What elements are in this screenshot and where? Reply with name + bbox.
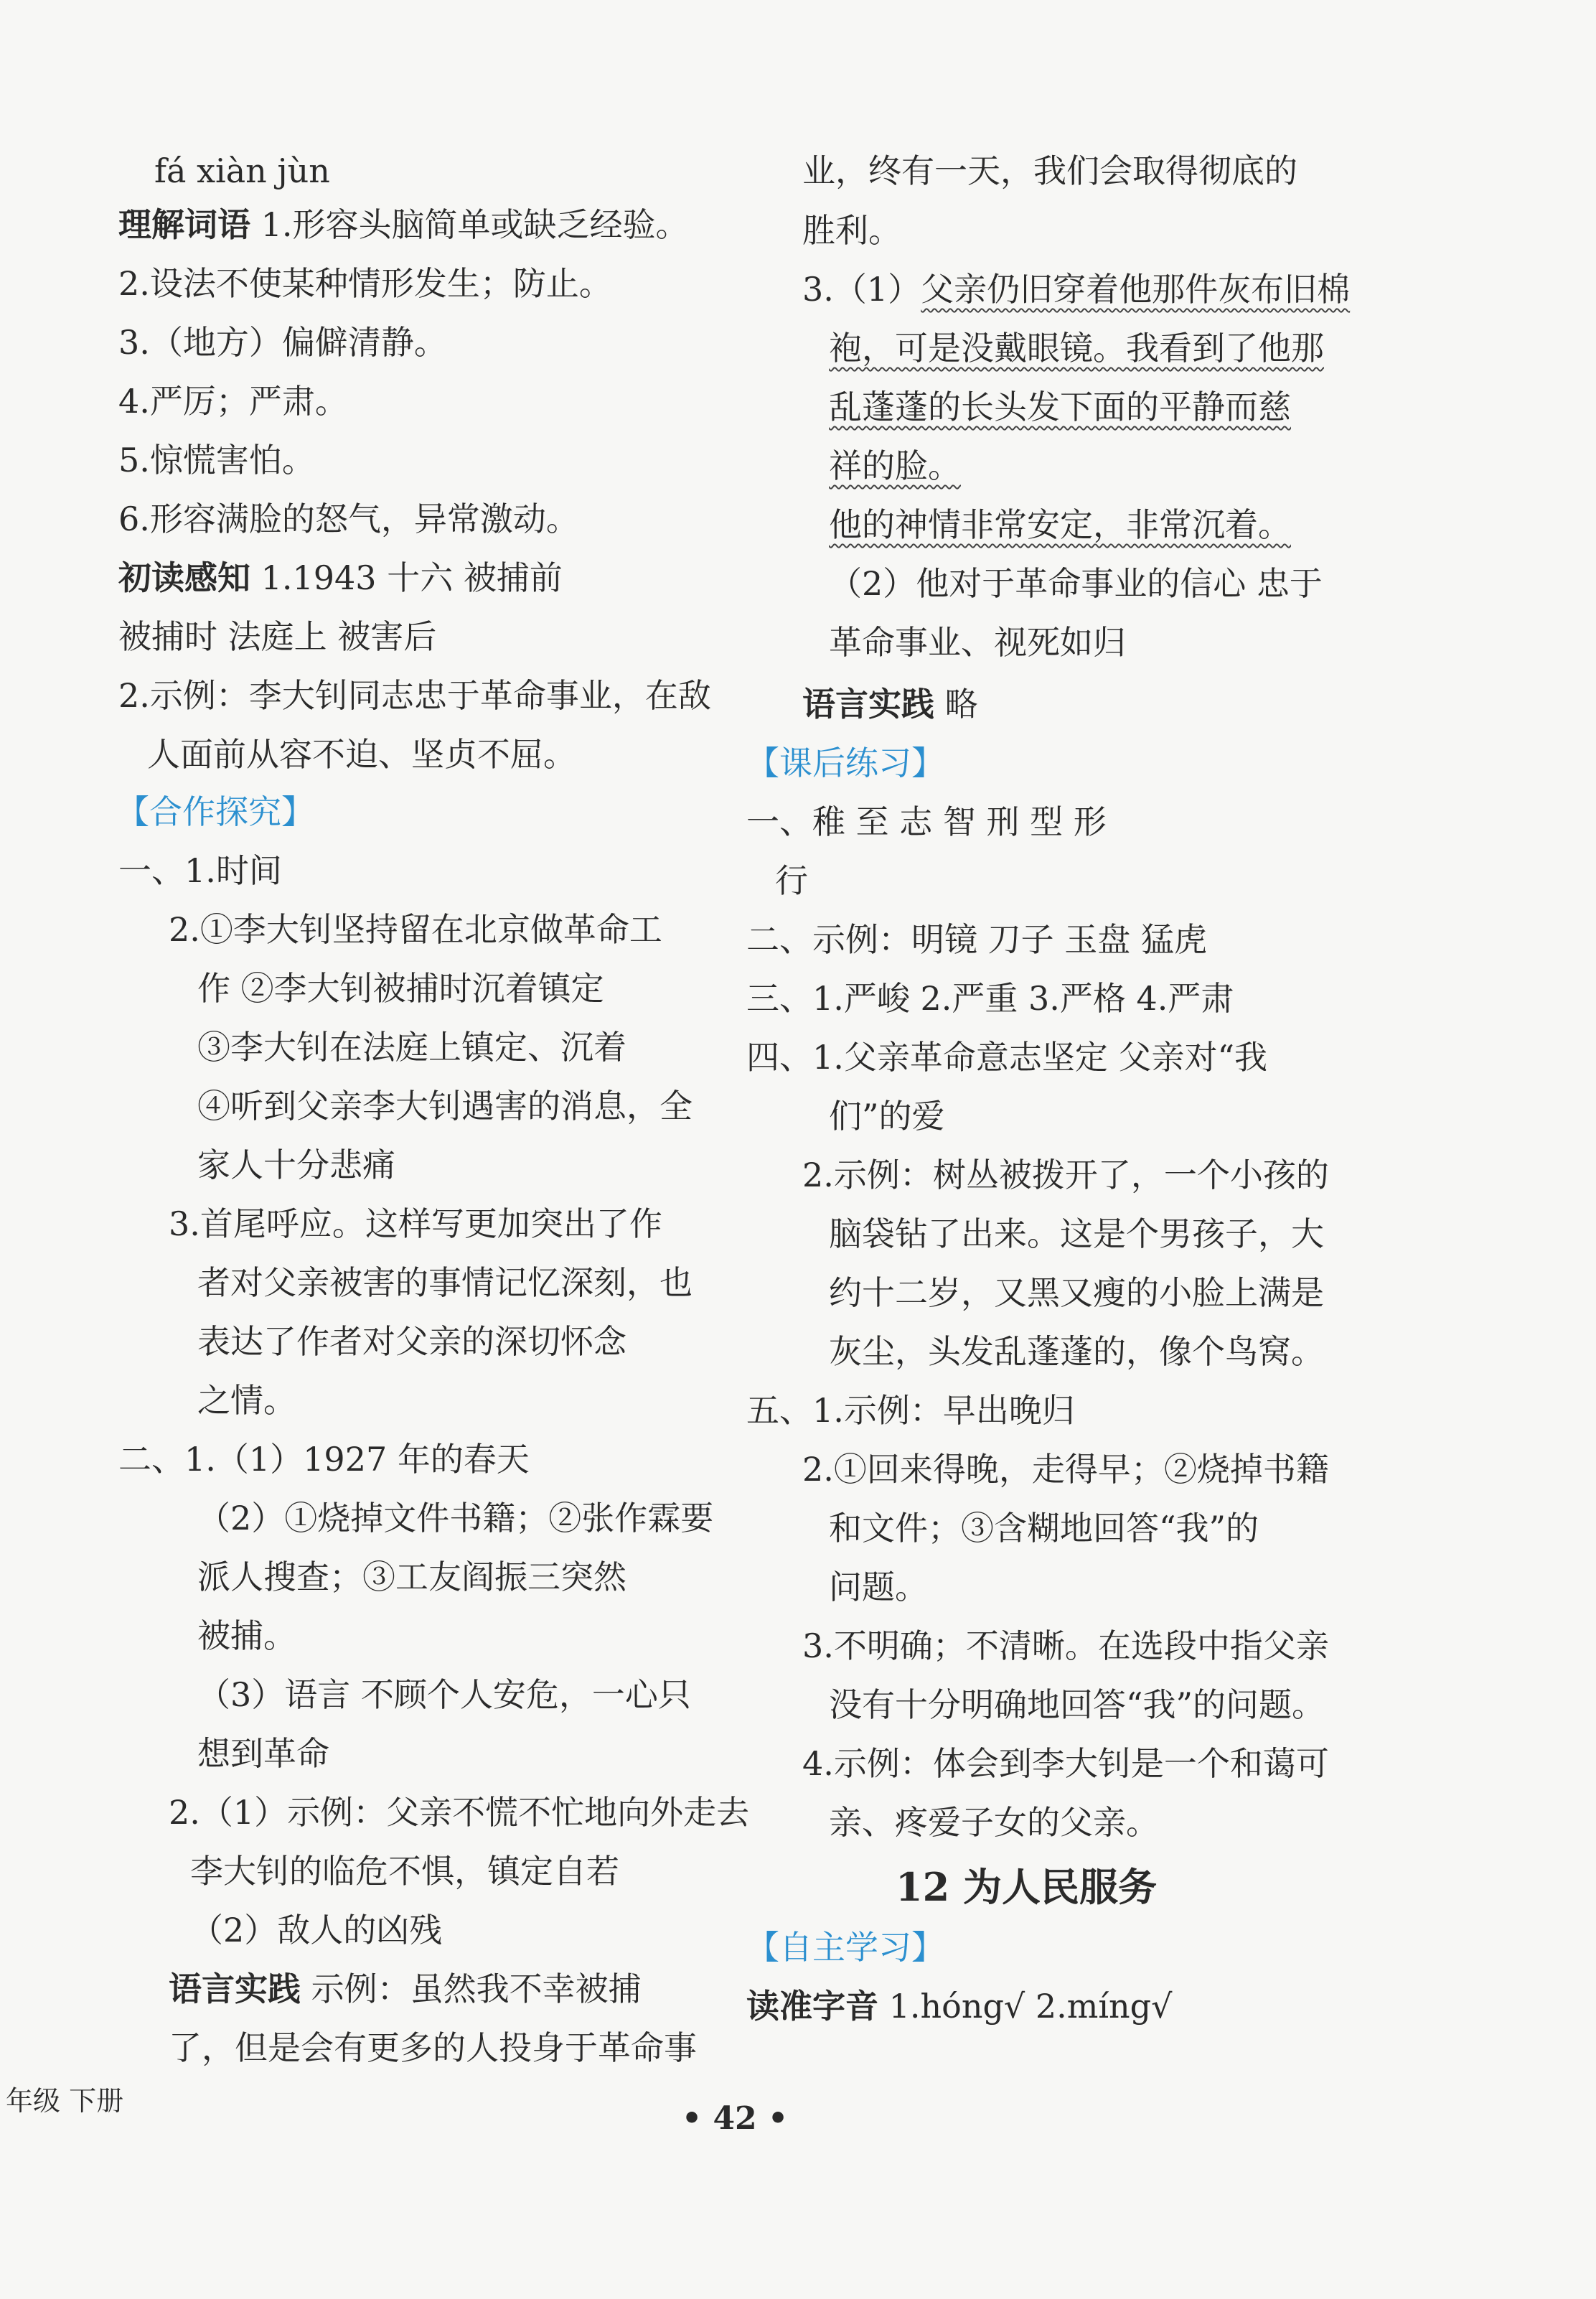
answer-text: （2）敌人的凶残 <box>190 1911 443 1949</box>
answer-text: 问题。 <box>829 1568 928 1606</box>
left-line <box>169 1970 642 2008</box>
answer-text: 业，终有一天，我们会取得彻底的 <box>802 151 1297 190</box>
answer-text: 派人搜查；③工友阎振三突然 <box>197 1558 626 1596</box>
answer-text: 之情。 <box>197 1381 296 1420</box>
subsection-label: 读准字音 <box>746 1987 878 2026</box>
left-line <box>118 851 282 890</box>
left-line <box>118 323 447 362</box>
answer-text: 3.首尾呼应。这样写更加突出了作 <box>169 1204 662 1243</box>
subsection-label: 语言实践 <box>802 685 934 724</box>
right-line <box>802 685 978 724</box>
left-line <box>147 735 576 774</box>
left-line <box>118 676 711 715</box>
right-line <box>829 1509 1259 1548</box>
right-line <box>829 1685 1325 1724</box>
right-line <box>746 1038 1268 1077</box>
underlined-quote: 乱蓬蓬的长头发下面的平静而慈 <box>829 388 1291 426</box>
answer-text: 了，但是会有更多的人投身于革命事 <box>169 2028 697 2067</box>
answer-text: 5.惊慌害怕。 <box>118 441 315 479</box>
left-line <box>118 382 348 421</box>
left-line <box>197 1146 395 1184</box>
left-line <box>169 2028 697 2067</box>
left-line <box>118 558 563 597</box>
answer-text: 1.hóng√ 2.míng√ <box>878 1987 1173 2026</box>
answer-text: 五、1.示例：早出晚归 <box>746 1391 1075 1430</box>
left-line <box>169 1204 662 1243</box>
answer-text: 表达了作者对父亲的深切怀念 <box>197 1322 626 1361</box>
section-heading: 【合作探究】 <box>116 792 314 831</box>
answer-text: 2.示例：李大钊同志忠于革命事业，在敌 <box>118 676 711 715</box>
answer-text: 四、1.父亲革命意志坚定 父亲对“我 <box>746 1038 1268 1077</box>
answer-text: 1.1943 十六 被捕前 <box>250 558 563 597</box>
answer-text: 一、1.时间 <box>118 851 282 890</box>
left-line <box>197 1087 693 1125</box>
left-line <box>169 910 662 949</box>
left-line <box>154 151 330 190</box>
answer-text: 李大钊的临危不惧，镇定自若 <box>190 1852 619 1891</box>
right-line <box>775 861 808 900</box>
answer-text: 2.设法不使某种情形发生；防止。 <box>118 264 612 303</box>
answer-text: （3）语言 不顾个人安危，一心只 <box>197 1675 691 1714</box>
answer-text: 3.不明确；不清晰。在选段中指父亲 <box>802 1626 1329 1665</box>
answer-text: （2）他对于革命事业的信心 忠于 <box>829 564 1323 603</box>
left-line <box>197 1616 296 1655</box>
answer-text: 二、1.（1）1927 年的春天 <box>118 1440 530 1479</box>
left-line <box>197 1499 714 1537</box>
answer-text: 4.示例：体会到李大钊是一个和蔼可 <box>802 1744 1329 1783</box>
right-line <box>829 1803 1159 1842</box>
right-line <box>802 151 1297 190</box>
right-line <box>829 1097 945 1136</box>
right-line <box>829 446 961 485</box>
answer-text: 三、1.严峻 2.严重 3.严格 4.严肃 <box>746 979 1234 1018</box>
underlined-quote: 祥的脸。 <box>829 446 961 485</box>
right-line <box>829 1273 1324 1312</box>
answer-text: 想到革命 <box>197 1734 329 1773</box>
answer-text: 被捕时 法庭上 被害后 <box>118 617 437 656</box>
left-line <box>197 1322 626 1361</box>
left-line <box>118 500 579 538</box>
answer-text: 革命事业、视死如归 <box>829 623 1126 662</box>
answer-text: 家人十分悲痛 <box>197 1146 395 1184</box>
right-line <box>896 1864 1157 1910</box>
right-line <box>829 505 1291 544</box>
right-line <box>746 802 1107 841</box>
left-line <box>197 1381 296 1420</box>
answer-text: ③李大钊在法庭上镇定、沉着 <box>197 1028 626 1067</box>
underlined-quote: 袍，可是没戴眼镜。我看到了他那 <box>829 329 1324 367</box>
answer-text: fá xiàn jùn <box>154 151 330 190</box>
right-line <box>746 744 944 782</box>
right-line <box>802 1744 1329 1783</box>
right-line <box>829 329 1324 367</box>
left-line <box>197 1028 626 1067</box>
answer-text: 脑袋钻了出来。这是个男孩子，大 <box>829 1214 1324 1253</box>
left-line <box>118 441 315 479</box>
left-line <box>197 1734 329 1773</box>
right-line <box>829 1214 1324 1253</box>
answer-text: （2）①烧掉文件书籍；②张作霖要 <box>197 1499 714 1537</box>
page-number: • 42 • <box>682 2100 789 2137</box>
answer-text: 者对父亲被害的事情记忆深刻，也 <box>197 1263 693 1302</box>
right-line <box>746 979 1234 1018</box>
subsection-label: 语言实践 <box>169 1970 301 2008</box>
answer-text: 没有十分明确地回答“我”的问题。 <box>829 1685 1325 1724</box>
subsection-label: 理解词语 <box>118 205 250 244</box>
answer-text: ④听到父亲李大钊遇害的消息，全 <box>197 1087 693 1125</box>
answer-text: 4.严厉；严肃。 <box>118 382 348 421</box>
right-line <box>829 1568 928 1606</box>
answer-text: 3.（地方）偏僻清静。 <box>118 323 447 362</box>
footer-grade: 年级 下册 <box>6 2085 124 2117</box>
right-line <box>802 1626 1329 1665</box>
right-line <box>829 623 1126 662</box>
right-line <box>829 1332 1324 1371</box>
left-line <box>169 1793 750 1832</box>
answer-text: 灰尘，头发乱蓬蓬的，像个鸟窝。 <box>829 1332 1324 1371</box>
answer-text: 行 <box>775 861 808 900</box>
answer-text: 6.形容满脸的怒气，异常激动。 <box>118 500 579 538</box>
answer-text: 人面前从容不迫、坚贞不屈。 <box>147 735 576 774</box>
left-line <box>197 1558 626 1596</box>
left-line <box>197 1263 693 1302</box>
answer-text: 们”的爱 <box>829 1097 945 1136</box>
left-line <box>197 1675 691 1714</box>
underlined-quote: 父亲仍旧穿着他那件灰布旧棉 <box>921 270 1351 309</box>
answer-text: 略 <box>934 685 978 724</box>
answer-text: 3.（1） <box>802 270 921 309</box>
left-line <box>118 264 612 303</box>
answer-text: 2.①李大钊坚持留在北京做革命工 <box>169 910 662 949</box>
answer-text: 胜利。 <box>802 211 901 250</box>
right-line <box>829 564 1323 603</box>
left-line <box>197 969 604 1008</box>
answer-text: 示例：虽然我不幸被捕 <box>301 1970 642 2008</box>
answer-text: 2.示例：树丛被拨开了，一个小孩的 <box>802 1156 1329 1194</box>
right-line <box>802 270 1351 309</box>
left-line <box>118 1440 530 1479</box>
right-line <box>802 211 901 250</box>
left-line <box>116 792 314 831</box>
section-heading: 【自主学习】 <box>746 1928 944 1967</box>
right-line <box>746 1987 1173 2026</box>
answer-text: 1.形容头脑简单或缺乏经验。 <box>250 205 689 244</box>
right-line <box>746 920 1207 959</box>
underlined-quote: 他的神情非常安定，非常沉着。 <box>829 505 1291 544</box>
left-line <box>118 205 689 244</box>
answer-text: 二、示例：明镜 刀子 玉盘 猛虎 <box>746 920 1207 959</box>
left-line <box>190 1852 619 1891</box>
right-line <box>746 1391 1075 1430</box>
right-line <box>746 1928 944 1967</box>
subsection-label: 初读感知 <box>118 558 250 597</box>
right-line <box>802 1156 1329 1194</box>
answer-text: 亲、疼爱子女的父亲。 <box>829 1803 1159 1842</box>
left-line <box>190 1911 443 1949</box>
right-line <box>829 388 1291 426</box>
answer-text: 2.（1）示例：父亲不慌不忙地向外走去 <box>169 1793 750 1832</box>
answer-text: 和文件；③含糊地回答“我”的 <box>829 1509 1259 1548</box>
lesson-title: 12 为人民服务 <box>896 1864 1157 1910</box>
section-heading: 【课后练习】 <box>746 744 944 782</box>
answer-text: 一、稚 至 志 智 刑 型 形 <box>746 802 1107 841</box>
answer-text: 被捕。 <box>197 1616 296 1655</box>
left-line <box>118 617 437 656</box>
right-line <box>802 1450 1329 1489</box>
answer-text: 2.①回来得晚，走得早；②烧掉书籍 <box>802 1450 1329 1489</box>
answer-text: 约十二岁，又黑又瘦的小脸上满是 <box>829 1273 1324 1312</box>
answer-text: 作 ②李大钊被捕时沉着镇定 <box>197 969 604 1008</box>
